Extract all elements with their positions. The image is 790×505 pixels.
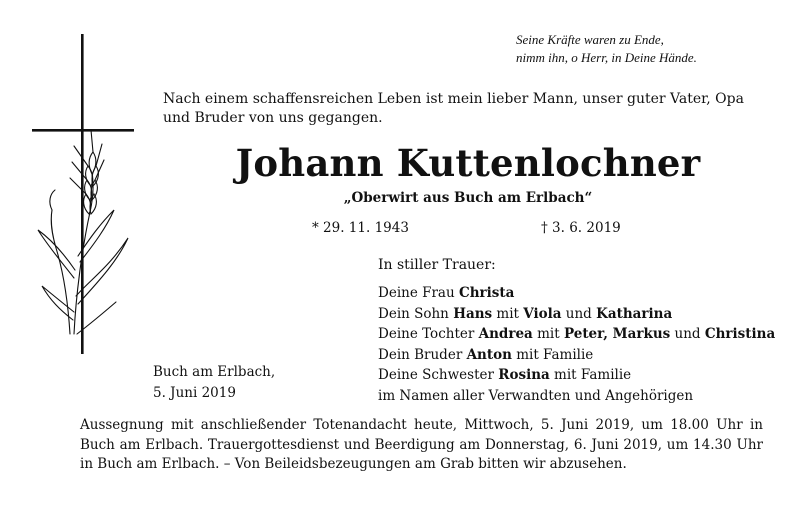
mourner-name: Christina bbox=[704, 326, 776, 342]
mourner-name: Andrea bbox=[478, 326, 533, 342]
motto-line-2: nimm ihn, o Herr, in Deine Hände. bbox=[516, 50, 697, 65]
deceased-name: Johann Kuttenlochner bbox=[235, 141, 701, 185]
mourner-text: im Namen aller Verwandten und Angehörigen bbox=[378, 387, 694, 404]
cross-with-wheat bbox=[30, 34, 140, 354]
mourner-row bbox=[378, 365, 783, 386]
mourner-name: Christa bbox=[458, 285, 515, 301]
mourner-text: Dein Sohn bbox=[378, 305, 454, 322]
mourner-text: mit bbox=[532, 326, 564, 342]
motto-line-1: Seine Kräfte waren zu Ende, bbox=[516, 32, 664, 47]
mourner-text: und bbox=[670, 326, 705, 342]
mourner-text: Deine Frau bbox=[378, 285, 459, 301]
mourners-list bbox=[378, 283, 783, 406]
cross-icon bbox=[32, 34, 134, 354]
deceased-nickname: „Oberwirt aus Buch am Erlbach“ bbox=[343, 190, 593, 206]
funeral-info-line-2: Buch am Erlbach. Trauergottesdienst und Beerdigung am Donnerstag, 6. Juni 2019, um 14.30 Uhr bbox=[80, 436, 763, 453]
mourner-name: Viola bbox=[523, 305, 562, 322]
mourner-row bbox=[378, 345, 783, 366]
mourner-row bbox=[378, 283, 783, 304]
mourner-row bbox=[378, 304, 783, 325]
mourning-heading: In stiller Trauer: bbox=[378, 257, 496, 273]
mourner-row bbox=[378, 324, 783, 345]
mourner-text: mit Familie bbox=[511, 346, 594, 363]
mourner-name: Peter, Markus bbox=[563, 326, 671, 342]
mourner-text: mit Familie bbox=[549, 367, 632, 383]
mourner-name: Katharina bbox=[596, 305, 673, 322]
mourner-text: Dein Bruder bbox=[378, 346, 467, 363]
intro-text: Nach einem schaffensreichen Leben ist mein lieber Mann, unser guter Vater, Opa und Bruder von uns gegangen. bbox=[163, 91, 744, 126]
funeral-info bbox=[80, 416, 763, 475]
funeral-info-line-3: in Buch am Erlbach. – Von Beileidsbezeugungen am Grab bitten wir abzusehen. bbox=[80, 456, 627, 472]
place-line: Buch am Erlbach, bbox=[153, 364, 276, 380]
motto bbox=[516, 31, 786, 67]
mourner-text: und bbox=[561, 305, 597, 322]
mourner-name: Rosina bbox=[498, 367, 550, 383]
death-date: † 3. 6. 2019 bbox=[541, 220, 621, 236]
place-and-date bbox=[153, 362, 275, 403]
mourner-name: Anton bbox=[466, 346, 512, 363]
birth-date: * 29. 11. 1943 bbox=[312, 220, 409, 236]
mourner-text: Deine Schwester bbox=[378, 367, 499, 383]
mourner-row bbox=[378, 386, 783, 407]
funeral-info-line-1: Aussegnung mit anschließender Totenandacht heute, Mittwoch, 5. Juni 2019, um 18.00 Uhr in bbox=[80, 417, 763, 433]
date-line: 5. Juni 2019 bbox=[153, 384, 236, 401]
mourner-name: Hans bbox=[453, 305, 493, 322]
mourner-text: Deine Tochter bbox=[378, 326, 479, 342]
mourner-text: mit bbox=[492, 305, 524, 322]
